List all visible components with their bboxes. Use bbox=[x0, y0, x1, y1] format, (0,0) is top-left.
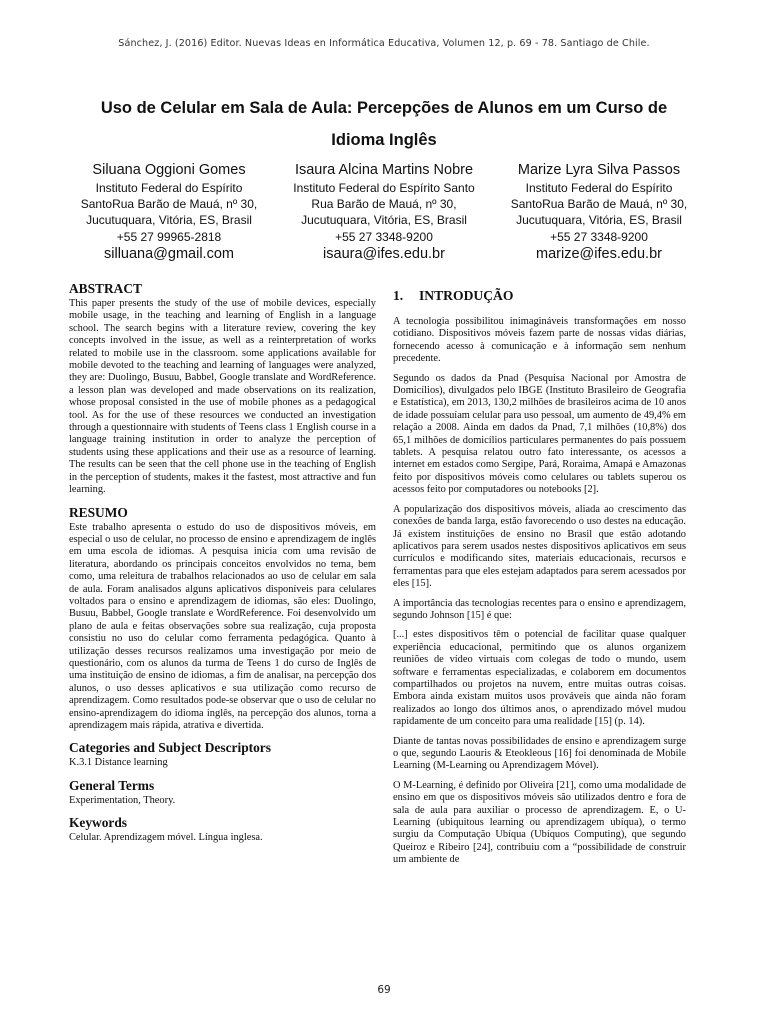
author-1 bbox=[62, 160, 276, 264]
author-affiliation-line: SantoRua Barão de Mauá, nº 30, bbox=[80, 197, 258, 212]
author-name: Isaura Alcina Martins Nobre bbox=[294, 162, 474, 178]
intro-heading-text: INTRODUÇÃO bbox=[419, 288, 514, 303]
author-3 bbox=[492, 160, 706, 264]
author-phone: +55 27 3348-9200 bbox=[550, 229, 648, 244]
categories-section bbox=[69, 740, 376, 769]
intro-paragraph: A popularização dos dispositivos móveis, aliada ao crescimento das conexões de banda larga, estão favorecendo o uso destes na educação. Já existem instituições de ensino no Brasil que estão adotando aplicativos para serem usados nestes dispositivos aplicativos em seus currículos e modificando sites, materiais educacionais, recursos e ferramentas para que eles estejam adaptados para serem acessados por eles [15]. bbox=[393, 503, 686, 590]
categories-heading: Categories and Subject Descriptors bbox=[69, 740, 271, 756]
author-phone: +55 27 99965-2818 bbox=[116, 229, 222, 244]
general-terms-section bbox=[69, 778, 376, 807]
keywords-heading: Keywords bbox=[69, 815, 128, 831]
title-line-1: Uso de Celular em Sala de Aula: Percepções de Alunos em um Curso de bbox=[100, 99, 668, 117]
intro-paragraph: O M-Learning, é definido por Oliveira [21], como uma modalidade de ensino em que os dispositivos móveis são utilizados dentro e fora de sala de aula para auxiliar o processo de aprendizagem. E, o U-Learning (ubiquitous learning ou aprendizagem ubíqua), o termo surgiu da Computação Ubíqua (Ubíquos Computing), que segundo Queiroz e Ribeiro [24], contribuiu com a “possibilidade de construir um ambiente de bbox=[393, 779, 686, 866]
header-citation: Sánchez, J. (2016) Editor. Nuevas Ideas en Informática Educativa, Volumen 12, p. 69 - 78. Santiago de Chile. bbox=[118, 38, 650, 49]
intro-section-number: 1. bbox=[393, 288, 404, 303]
author-phone: +55 27 3348-9200 bbox=[335, 229, 433, 244]
keywords-section bbox=[69, 815, 376, 844]
author-email: silluana@gmail.com bbox=[104, 245, 234, 262]
resumo-section bbox=[69, 505, 376, 733]
intro-paragraph: Diante de tantas novas possibilidades de ensino e aprendizagem surge o que, segundo Laouris & Eteokleous [16] foi denominada de Mobile Learning (M-Learning ou Aprendizagem Móvel). bbox=[393, 735, 686, 772]
abstract-text: This paper presents the study of the use of mobile devices, especially mobile usage, in the teaching and learning of English in a language school. The search begins with a literature review, covering the key concepts involved in the issue, as well as a reinterpretation of works related to mobile use in the classroom. some applications available for mobile devoted to the teaching and learning of languages were analyzed, they are: Duolingo, Busuu, Babbel, Google translate and WordReference. a lesson plan was developed and made observations on its realization, whose proposal consisted in the use of mobile phones as a pedagogical tool. As for the use of these resources we conducted an investigation through a questionnaire with students of Teens class 1 English course in a language training institution in order to analyze the perception of students using these applications and their use as a resource of learning. The results can be seen that the cell phone use in the teaching of English in the perception of students, makes it the fastest, most attractive and fun learning. bbox=[69, 298, 376, 496]
keywords-text: Celular. Aprendizagem móvel. Língua inglesa. bbox=[69, 832, 263, 844]
resumo-heading: RESUMO bbox=[69, 504, 128, 520]
abstract-heading: ABSTRACT bbox=[69, 281, 142, 296]
author-affiliation-line: Instituto Federal do Espírito bbox=[525, 181, 673, 195]
page-number: 69 bbox=[377, 984, 391, 996]
author-affiliation-line: Jucutuquara, Vitória, ES, Brasil bbox=[86, 213, 252, 228]
author-list bbox=[62, 160, 706, 264]
intro-paragraph: A tecnologia possibilitou inimagináveis transformações em nosso cotidiano. Dispositivos móveis fazem parte de nossas vidas diárias, fornecendo acesso à comunicação e à informação sem nenhum precedente. bbox=[393, 316, 686, 365]
categories-text: K.3.1 Distance learning bbox=[69, 757, 168, 769]
author-affiliation-line: Jucutuquara, Vitória, ES, Brasil bbox=[301, 213, 467, 228]
author-name: Siluana Oggioni Gomes bbox=[92, 162, 246, 178]
title-line-2: Idioma Inglês bbox=[331, 131, 437, 149]
right-column bbox=[393, 288, 686, 874]
abstract-section bbox=[69, 281, 376, 497]
author-email: marize@ifes.edu.br bbox=[536, 245, 662, 262]
author-affiliation-line: Instituto Federal do Espírito bbox=[95, 181, 243, 195]
author-affiliation-line: SantoRua Barão de Mauá, nº 30, bbox=[510, 197, 688, 212]
author-name: Marize Lyra Silva Passos bbox=[517, 162, 681, 178]
general-terms-heading: General Terms bbox=[69, 777, 155, 793]
intro-heading bbox=[393, 288, 686, 304]
intro-paragraph: Segundo os dados da Pnad (Pesquisa Nacional por Amostra de Domicílios), divulgados pelo IBGE (Instituto Brasileiro de Geografia e Estatística), em 2013, 130,2 milhões de brasileiros acima de 10 anos de idade possuíam celular para uso pessoal, um aumento de 49,4% em relação a 2008. Ainda em dados da Pnad, 7,1 milhões (10,8%) dos 65,1 milhões de domicílios particulares permanentes do país possuem tablets. A pesquisa relatou outro fato interessante, os acessos a internet em estados como Sergipe, Pará, Roraima, Amapá e Amazonas feito por dispositivos móveis como celulares ou tablets superou os acessos feito por computadores ou notebooks [2]. bbox=[393, 372, 686, 496]
general-terms-text: Experimentation, Theory. bbox=[69, 794, 176, 806]
left-column bbox=[69, 281, 376, 853]
intro-quote: [...] estes dispositivos têm o potencial de facilitar quase qualquer experiência educacional, permitindo que os alunos organizem reuniões de vídeo virtuais com colegas de todo o mundo, usem software e ferramentas especializadas, e colaborem em documentos compartilhados ou projetos na nuvem, entre muitas outras coisas. Embora ainda existam muitos usos prováveis que ainda não foram realizados ao longo dos últimos anos, o aprendizado móvel mudou rapidamente de um conceito para uma realidade [15] (p. 14). bbox=[393, 629, 686, 728]
author-affiliation-line: Rua Barão de Mauá, nº 30, bbox=[311, 197, 457, 212]
intro-paragraph: A importância das tecnologias recentes para o ensino e aprendizagem, segundo Johnson [15] é que: bbox=[393, 597, 686, 621]
author-2 bbox=[277, 160, 491, 264]
author-email: isaura@ifes.edu.br bbox=[323, 245, 445, 262]
author-affiliation-line: Instituto Federal do Espírito Santo bbox=[293, 181, 475, 195]
author-affiliation-line: Jucutuquara, Vitória, ES, Brasil bbox=[516, 213, 682, 228]
resumo-text: Este trabalho apresenta o estudo do uso de dispositivos móveis, em especial o uso de celular, no processo de ensino e aprendizagem de inglês em uma escola de idiomas. A pesquisa inicia com uma revisão de literatura, abordando os principais conceitos envolvidos no tema, bem como, uma releitura de trabalhos relacionados ao uso de celular em sala de aula. Foram analisados alguns aplicativos disponíveis para celulares voltados para o ensino e aprendizagem de idiomas, são eles: Duolingo, Busuu, Babbel, Google translate e WordReference. Foi desenvolvido um plano de aula e feitas observações sobre sua realização, cuja proposta consistiu no uso do celular como ferramenta pedagógica. Quanto à utilização desses recursos realizamos uma investigação por meio de questionário, com os alunos da turma de Teens 1 do curso de Inglês de uma instituição de ensino de idiomas, a fim de analisar, na percepção dos alunos, o uso desses aplicativos e sua utilização como recurso de aprendizagem. Como resultados pode-se observar que o uso de celular no ensino-aprendizagem do idioma inglês, na percepção dos alunos, torna a aprendizagem mais rápida, atrativa e divertida. bbox=[69, 521, 376, 731]
paper-title bbox=[60, 92, 708, 156]
